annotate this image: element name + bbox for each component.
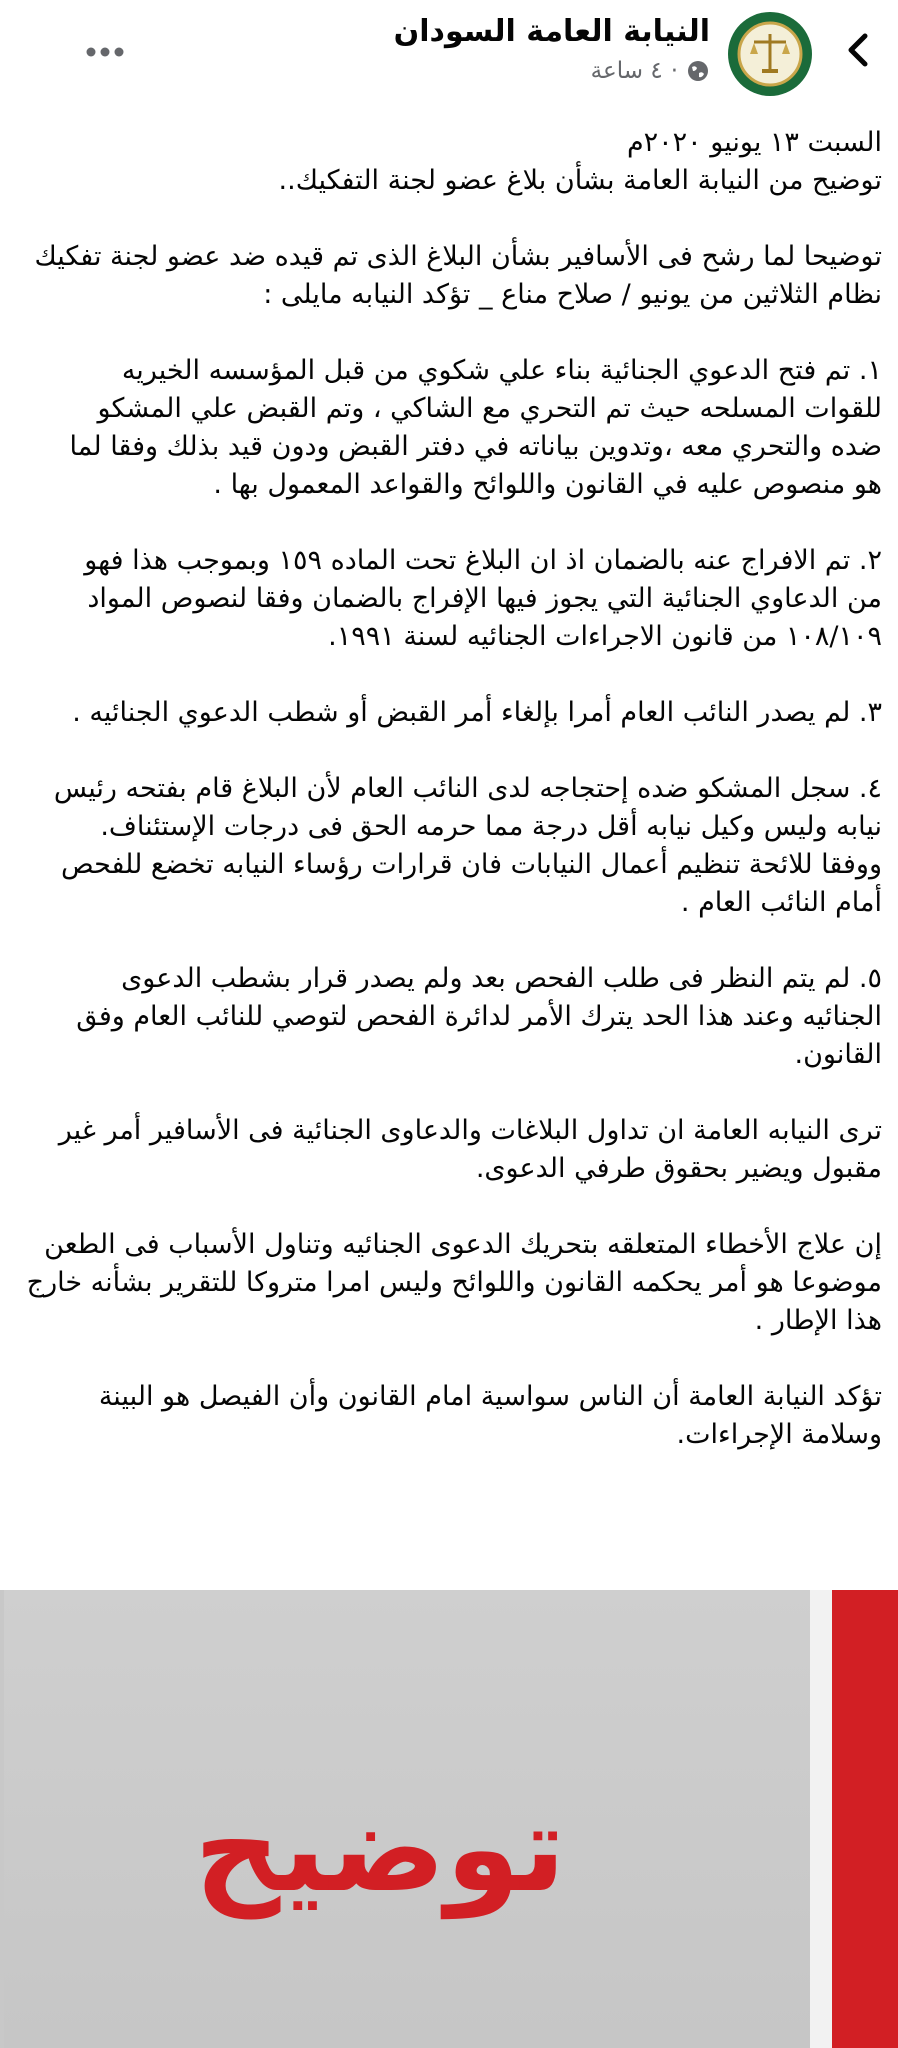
post-paragraph-3: تؤكد النيابة العامة أن الناس سواسية امام القانون وأن الفيصل هو البينة وسلامة الإجراءات. [98, 1381, 882, 1450]
meta-separator: · [670, 58, 678, 84]
more-horizontal-icon [85, 46, 125, 58]
post-image[interactable] [0, 1590, 898, 2048]
post-header [0, 0, 898, 110]
list-item-2: ٢. تم الافراج عنه بالضمان اذ ان البلاغ تحت الماده ١٥٩ وبموجب هذا فهو من الدعاوي الجنائية التي يجوز فيها الإفراج بالضمان وفقا لنصوص المواد ١٠٨/١٠٩ من قانون الاجراءات الجنائيه لسنة ١٩٩١. [84, 545, 882, 652]
post-intro: توضيحا لما رشح فى الأسافير بشأن البلاغ الذى تم قيده ضد عضو لجنة تفكيك نظام الثلاثين من يونيو / صلاح مناع _ تؤكد النيابه مايلى : [34, 241, 882, 310]
list-item-5: ٥. لم يتم النظر فى طلب الفحص بعد ولم يصدر قرار بشطب الدعوى الجنائيه وعند هذا الحد يترك الأمر لدائرة الفحص لتوصي للنائب العام وفق القانون. [76, 963, 882, 1070]
post-meta [591, 58, 710, 84]
chevron-left-icon [843, 30, 873, 70]
list-item-1: ١. تم فتح الدعوي الجنائية بناء علي شكوي من قبل المؤسسه الخيريه للقوات المسلحه حيث تم التحري مع الشاكي ، وتم القبض علي المشكو ضده والتحري معه ،وتدوين بياناته في دفتر القبض ودون قيد بذلك وفقا لما هو منصوص عليه في القانون واللوائح والقواعد المعمول بها . [69, 355, 882, 500]
post-title-line: توضيح من النيابة العامة بشأن بلاغ عضو لجنة التفكيك.. [278, 165, 882, 196]
image-headline-word: توضيح [194, 1780, 566, 1919]
globe-icon[interactable] [686, 59, 710, 83]
page-name[interactable]: النيابة العامة السودان [393, 14, 710, 49]
image-red-stripe [832, 1590, 898, 2048]
avatar[interactable] [728, 12, 812, 96]
image-white-stripe [810, 1590, 832, 2048]
post-paragraph-1: ترى النيابه العامة ان تداول البلاغات والدعاوى الجنائية فى الأسافير أمر غير مقبول ويضير بحقوق طرفي الدعوى. [58, 1115, 882, 1184]
scales-of-justice-logo [728, 12, 812, 96]
post-date-line: السبت ١٣ يونيو ٢٠٢٠م [626, 127, 882, 158]
post-time[interactable]: ٤ ساعة [590, 58, 663, 84]
more-options-button[interactable] [80, 30, 130, 74]
back-button[interactable] [830, 22, 886, 78]
post-paragraph-2: إن علاج الأخطاء المتعلقه بتحريك الدعوى الجنائيه وتناول الأسباب فى الطعن موضوعا هو أمر يحكمه القانون واللوائح وليس امرا متروكا للتقرير بشأنه خارج هذا الإطار . [26, 1229, 882, 1336]
list-item-3: ٣. لم يصدر النائب العام أمرا بإلغاء أمر القبض أو شطب الدعوي الجنائيه . [72, 697, 882, 728]
list-item-4: ٤. سجل المشكو ضده إحتجاجه لدى النائب العام لأن البلاغ قام بفتحه رئيس نيابه وليس وكيل نيابه أقل درجة مما حرمه الحق فى درجات الإستئناف. ووفقا للائحة تنظيم أعمال النيابات فان قرارات رؤساء النيابه تخضع للفحص أمام النائب العام . [53, 773, 882, 918]
post-body [18, 124, 882, 1492]
